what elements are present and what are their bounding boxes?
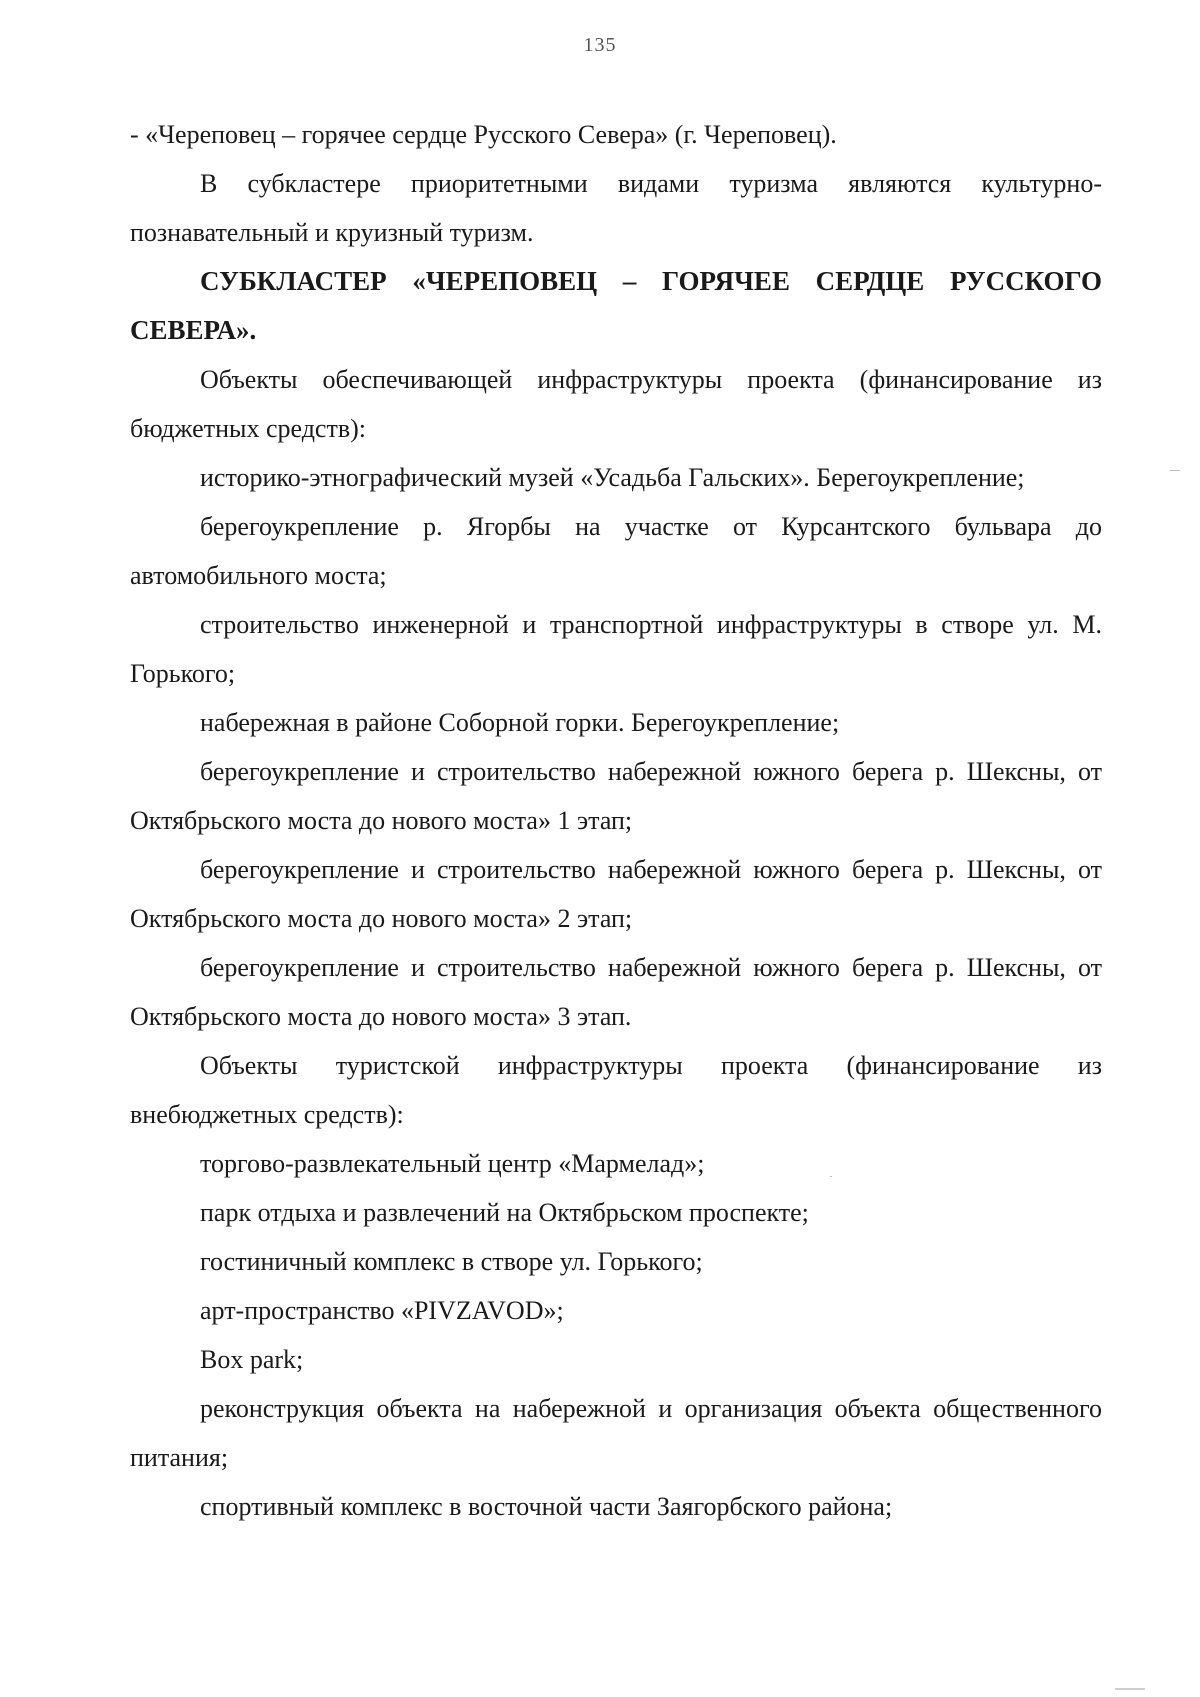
paragraph: Объекты обеспечивающей инфраструктуры проекта (финансирование из бюджетных средств): bbox=[130, 365, 1102, 443]
scan-artifact bbox=[830, 1176, 832, 1177]
list-item: берегоукрепление и строительство набережной южного берега р. Шексны, от Октябрьского моста до нового моста» 3 этап. bbox=[130, 953, 1102, 1031]
list-item: арт-пространство «PIVZAVOD»; bbox=[200, 1296, 564, 1325]
list-item: гостиничный комплекс в створе ул. Горького; bbox=[200, 1247, 703, 1276]
list-item: набережная в районе Соборной горки. Берегоукрепление; bbox=[200, 708, 840, 737]
section-heading: СУБКЛАСТЕР «ЧЕРЕПОВЕЦ – ГОРЯЧЕЕ СЕРДЦЕ РУССКОГО СЕВЕРА». bbox=[130, 266, 1102, 345]
paragraph: В субкластере приоритетными видами туризма являются культурно-познавательный и круизный туризм. bbox=[130, 169, 1102, 247]
page-number: 135 bbox=[583, 34, 617, 56]
list-item: торгово-развлекательный центр «Мармелад»; bbox=[200, 1149, 705, 1178]
list-item: берегоукрепление и строительство набережной южного берега р. Шексны, от Октябрьского моста до нового моста» 2 этап; bbox=[130, 855, 1102, 933]
list-item: парк отдыха и развлечений на Октябрьском проспекте; bbox=[200, 1198, 809, 1227]
scan-artifact bbox=[1115, 1688, 1145, 1690]
list-item: историко-этнографический музей «Усадьба Гальских». Берегоукрепление; bbox=[200, 463, 1025, 492]
list-item: Box park; bbox=[200, 1345, 304, 1374]
list-item: спортивный комплекс в восточной части Заягорбского района; bbox=[200, 1492, 893, 1521]
list-item: реконструкция объекта на набережной и организация объекта общественного питания; bbox=[130, 1394, 1102, 1472]
list-item: берегоукрепление и строительство набережной южного берега р. Шексны, от Октябрьского моста до нового моста» 1 этап; bbox=[130, 757, 1102, 835]
scan-artifact bbox=[1170, 470, 1180, 471]
list-item: строительство инженерной и транспортной инфраструктуры в створе ул. М. Горького; bbox=[130, 610, 1102, 688]
list-item: берегоукрепление р. Ягорбы на участке от Курсантского бульвара до автомобильного моста; bbox=[130, 512, 1102, 590]
paragraph: - «Череповец – горячее сердце Русского Севера» (г. Череповец). bbox=[130, 120, 837, 149]
document-body bbox=[130, 110, 1102, 1531]
paragraph: Объекты туристской инфраструктуры проекта (финансирование из внебюджетных средств): bbox=[130, 1051, 1102, 1129]
